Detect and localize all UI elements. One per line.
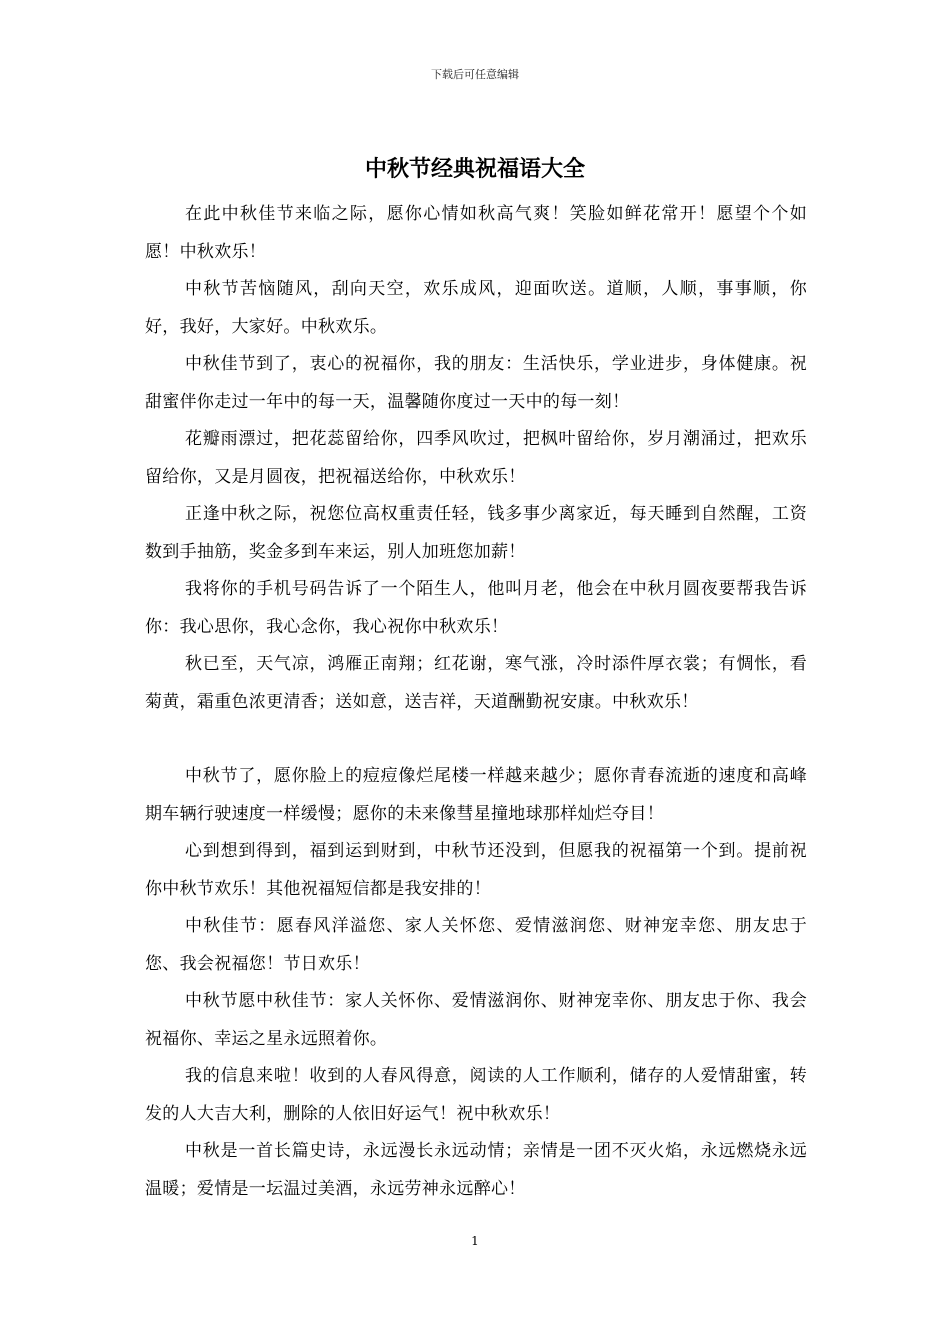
paragraph: 心到想到得到，福到运到财到，中秋节还没到，但愿我的祝福第一个到。提前祝你中秋节欢乐！其他祝福短信都是我安排的！: [145, 841, 807, 899]
paragraph: 正逢中秋之际，祝您位高权重责任轻，钱多事少离家近，每天睡到自然醒，工资数到手抽筋，奖金多到车来运，别人加班您加薪！: [145, 504, 807, 562]
document-title: 中秋节经典祝福语大全: [364, 156, 585, 182]
page-number: 1: [471, 1234, 479, 1248]
paragraph: 秋已至，天气凉，鸿雁正南翔；红花谢，寒气涨，冷时添件厚衣裳；有惆怅，看菊黄，霜重色浓更清香；送如意，送吉祥，天道酬勤祝安康。中秋欢乐！: [145, 654, 807, 712]
paragraph: 中秋是一首长篇史诗，永远漫长永远动情；亲情是一团不灭火焰，永远燃烧永远温暖；爱情是一坛温过美酒，永远劳神永远醉心！: [145, 1141, 807, 1199]
page-header: 下载后可任意编辑: [431, 68, 519, 81]
paragraph: 花瓣雨漂过，把花蕊留给你，四季风吹过，把枫叶留给你，岁月潮涌过，把欢乐留给你，又是月圆夜，把祝福送给你，中秋欢乐！: [145, 429, 807, 487]
paragraph: 我的信息来啦！收到的人春风得意，阅读的人工作顺利，储存的人爱情甜蜜，转发的人大吉大利，删除的人依旧好运气！祝中秋欢乐！: [145, 1066, 807, 1124]
paragraph: 中秋佳节到了，衷心的祝福你，我的朋友：生活快乐，学业进步，身体健康。祝甜蜜伴你走过一年中的每一天，温馨随你度过一天中的每一刻！: [145, 354, 807, 412]
paragraph: 中秋节愿中秋佳节：家人关怀你、爱情滋润你、财神宠幸你、朋友忠于你、我会祝福你、幸运之星永远照着你。: [145, 991, 807, 1049]
document-body: [145, 196, 807, 1208]
paragraph: 中秋节了，愿你脸上的痘痘像烂尾楼一样越来越少；愿你青春流逝的速度和高峰期车辆行驶速度一样缓慢；愿你的未来像彗星撞地球那样灿烂夺目！: [145, 766, 807, 824]
paragraph: 我将你的手机号码告诉了一个陌生人，他叫月老，他会在中秋月圆夜要帮我告诉你：我心思你，我心念你，我心祝你中秋欢乐！: [145, 579, 807, 637]
paragraph: 中秋佳节：愿春风洋溢您、家人关怀您、爱情滋润您、财神宠幸您、朋友忠于您、我会祝福您！节日欢乐！: [145, 916, 807, 974]
paragraph: 中秋节苦恼随风，刮向天空，欢乐成风，迎面吹送。道顺，人顺，事事顺，你好，我好，大家好。中秋欢乐。: [145, 279, 807, 337]
paragraph: 在此中秋佳节来临之际，愿你心情如秋高气爽！笑脸如鲜花常开！愿望个个如愿！中秋欢乐！: [145, 204, 807, 262]
